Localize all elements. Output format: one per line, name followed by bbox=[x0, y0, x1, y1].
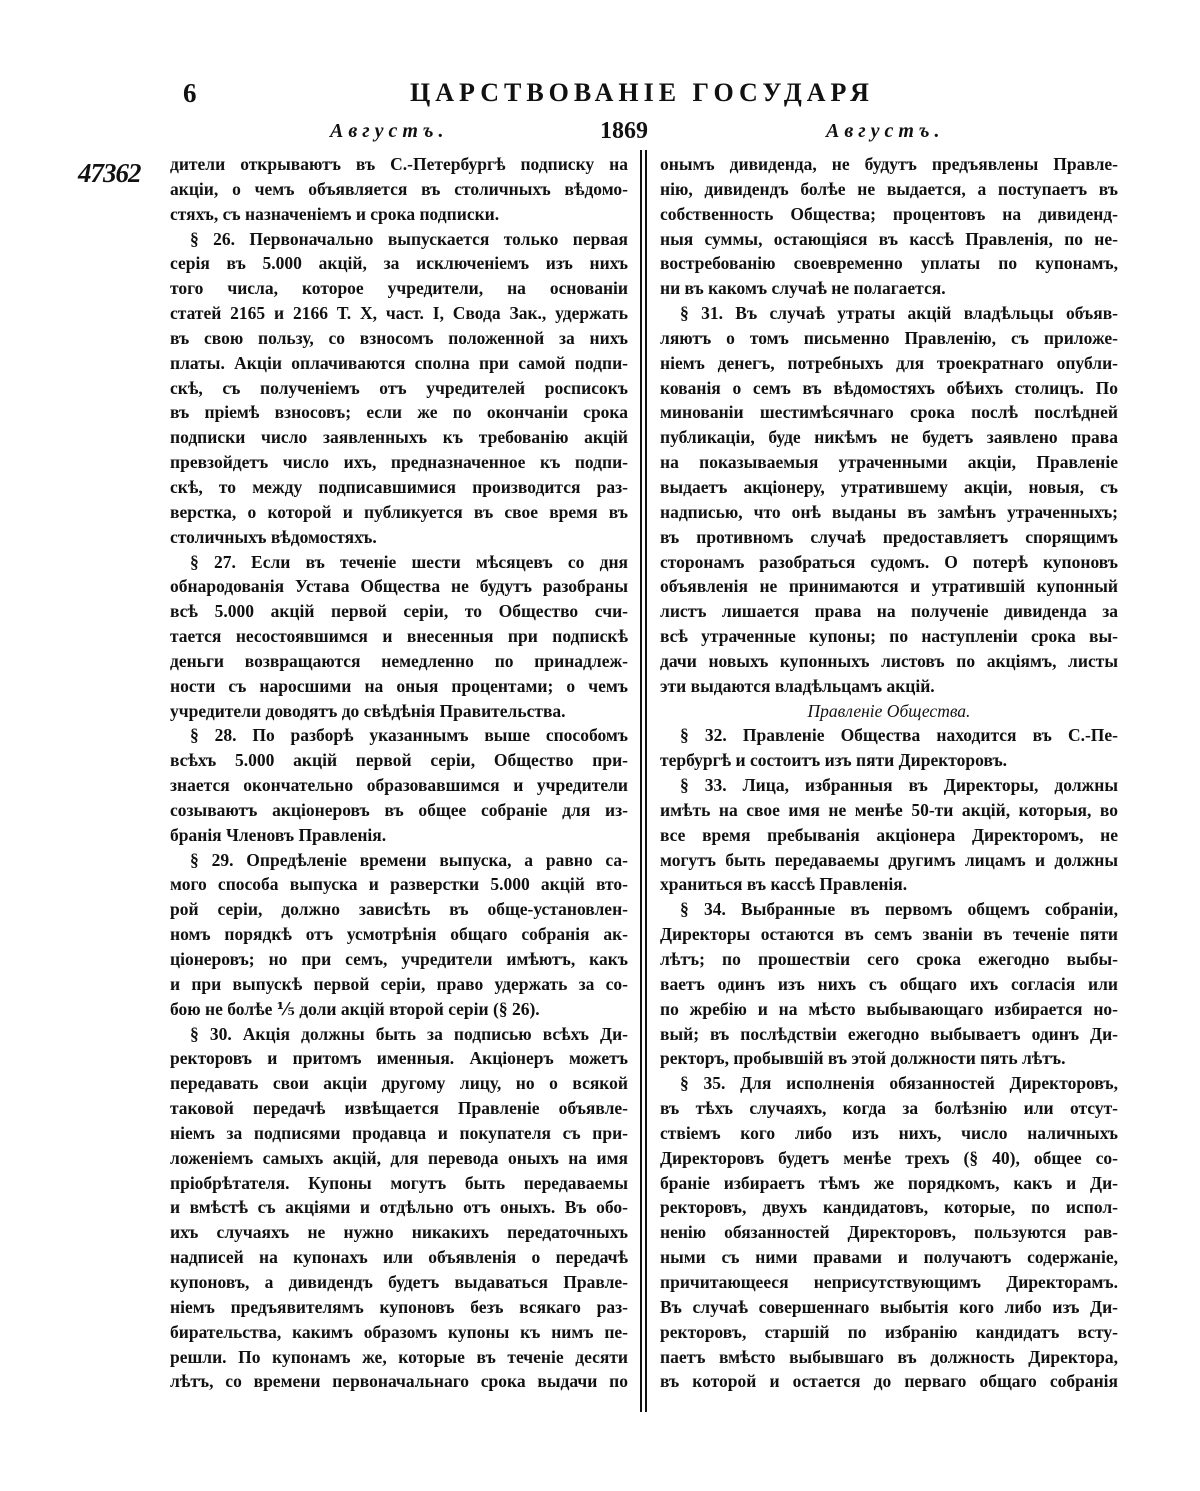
text-line: § 35. Для исполненія обязанностей Директоровъ, bbox=[680, 1073, 1118, 1094]
paragraph bbox=[170, 550, 628, 724]
paragraph bbox=[170, 227, 628, 550]
paragraph bbox=[660, 723, 1118, 773]
text-line: обнародованія Устава Общества не будутъ разобраны bbox=[170, 576, 628, 597]
text-line: Директоры остаются въ семъ званіи въ теченіе пяти bbox=[660, 924, 1118, 945]
text-line: скѣ, съ полученіемъ отъ учредителей росписокъ bbox=[170, 377, 628, 398]
text-line: ректоровъ, двухъ кандидатовъ, которые, по испол- bbox=[660, 1197, 1118, 1218]
text-line: листъ лишается права на полученіе дивиденда за bbox=[660, 601, 1118, 622]
text-line: подписки число заявленныхъ къ требованію акцій bbox=[170, 427, 628, 448]
text-line: причитающееся неприсутствующимъ Директорамъ. bbox=[660, 1271, 1118, 1292]
text-line: Правленіе Общества. bbox=[807, 700, 971, 721]
text-line: всѣ утраченные купоны; по наступленіи срока вы- bbox=[660, 626, 1118, 647]
text-line: минованіи шестимѣсячнаго срока послѣ послѣдней bbox=[660, 402, 1118, 423]
text-line: тербургѣ и состоитъ изъ пяти Директоровъ. bbox=[660, 750, 1008, 771]
text-line: купоновъ, а дивидендъ будетъ выдаваться Правле- bbox=[170, 1271, 628, 1292]
text-line: Въ случаѣ совершеннаго выбытія кого либо изъ Ди- bbox=[660, 1296, 1118, 1317]
text-line: всѣ 5.000 акцій первой серіи, то Общество счи- bbox=[170, 601, 628, 622]
text-line: на показываемыя утраченными акціи, Правленіе bbox=[660, 452, 1118, 473]
text-line: ректоровъ, старшій по избранію кандидатъ всту- bbox=[660, 1321, 1118, 1342]
text-line: статей 2165 и 2166 Т. X, част. I, Свода Зак., удержать bbox=[170, 303, 628, 324]
text-line: ихъ случаяхъ не нужно никакихъ передаточныхъ bbox=[170, 1222, 628, 1243]
left-column bbox=[170, 152, 628, 1394]
text-line: ни въ какомъ случаѣ не полагается. bbox=[660, 278, 946, 299]
text-line: вый; въ послѣдствіи ежегодно выбываетъ одинъ Ди- bbox=[660, 1023, 1118, 1044]
text-line: § 27. Если въ теченіе шести мѣсяцевъ со дня bbox=[190, 551, 628, 572]
text-line: § 26. Первоначально выпускается только первая bbox=[190, 228, 628, 249]
text-line: бирательства, какимъ образомъ купоны къ нимъ пе- bbox=[170, 1321, 628, 1342]
text-line: рой серіи, должно зависѣть въ обще-установлен- bbox=[170, 899, 628, 920]
paragraph bbox=[170, 723, 628, 847]
text-line: ніемъ денегъ, потребныхъ для троекратнаго опубли- bbox=[660, 352, 1118, 373]
text-line: ректоровъ и притомъ именныя. Акціонеръ можетъ bbox=[170, 1048, 628, 1069]
text-line: бранія Членовъ Правленія. bbox=[170, 824, 387, 845]
text-line: лѣтъ, со времени первоначальнаго срока выдачи по bbox=[170, 1371, 628, 1392]
right-column bbox=[660, 152, 1118, 1394]
text-line: решли. По купонамъ же, которые въ теченіе десяти bbox=[170, 1346, 628, 1367]
text-line: § 32. Правленіе Общества находится въ С.-Пе- bbox=[680, 725, 1118, 746]
text-line: храниться въ кассѣ Правленія. bbox=[660, 874, 908, 895]
text-line: ненію обязанностей Директоровъ, пользуются рав- bbox=[660, 1222, 1118, 1243]
paragraph bbox=[660, 773, 1118, 897]
text-line: передавать свои акціи другому лицу, но о всякой bbox=[170, 1073, 628, 1094]
text-line: имѣть на свое имя не менѣе 50-ти акцій, которыя, во bbox=[660, 799, 1118, 820]
text-line: того числа, которое учредители, на основаніи bbox=[170, 278, 628, 299]
text-line: ніемъ за подписями продавца и покупателя съ при- bbox=[170, 1122, 628, 1143]
text-line: востребованію своевременно уплаты по купонамъ, bbox=[660, 253, 1118, 274]
text-line: публикаціи, буде никѣмъ не будетъ заявлено права bbox=[660, 427, 1118, 448]
text-line: по жребію и на мѣсто выбывающаго избирается но- bbox=[660, 998, 1118, 1019]
text-line: пріобрѣтателя. Купоны могутъ быть передаваемы bbox=[170, 1172, 628, 1193]
text-line: ляютъ о томъ письменно Правленію, съ приложе- bbox=[660, 327, 1118, 348]
text-line: ными съ ними правами и получаютъ содержаніе, bbox=[660, 1247, 1118, 1268]
text-line: въ пріемѣ взносовъ; если же по окончаніи срока bbox=[170, 402, 628, 423]
text-line: акціи, о чемъ объявляется въ столичныхъ вѣдомо- bbox=[170, 178, 628, 199]
text-line: ваетъ одинъ изъ нихъ съ общаго ихъ согласія или bbox=[660, 973, 1118, 994]
text-line: платы. Акціи оплачиваются сполна при самой подпи- bbox=[170, 352, 628, 373]
text-line: таковой передачѣ извѣщается Правленіе объявле- bbox=[170, 1098, 628, 1119]
text-line: въ противномъ случаѣ предоставляетъ спорящимъ bbox=[660, 526, 1118, 547]
text-line: онымъ дивиденда, не будутъ предъявлены Правле- bbox=[660, 154, 1118, 174]
text-line: выдаетъ акціонеру, утратившему акціи, новыя, съ bbox=[660, 476, 1118, 497]
text-line: кованія о семъ въ вѣдомостяхъ обѣихъ столицъ. По bbox=[660, 377, 1118, 398]
month-left: Августъ. bbox=[330, 120, 449, 142]
text-line: нію, дивидендъ болѣе не выдается, а поступаетъ въ bbox=[660, 178, 1118, 199]
text-line: надписей на купонахъ или объявленія о передачѣ bbox=[170, 1247, 628, 1268]
column-divider bbox=[640, 150, 642, 1412]
text-line: сторонамъ разобраться судомъ. О потерѣ купоновъ bbox=[660, 551, 1118, 572]
text-line: Директоровъ будетъ менѣе трехъ (§ 40), общее со- bbox=[660, 1147, 1118, 1168]
text-line: созываютъ акціонеровъ въ общее собраніе для из- bbox=[170, 799, 628, 820]
text-line: эти выдаются владѣльцамъ акцій. bbox=[660, 675, 935, 696]
text-line: бою не болѣе ⅕ доли акцій второй серіи (§ 26). bbox=[170, 998, 540, 1019]
running-title: ЦАРСТВОВАНІЕ ГОСУДАРЯ bbox=[410, 78, 874, 107]
text-line: ныя суммы, остающіяся въ кассѣ Правленія, по не- bbox=[660, 228, 1118, 249]
text-line: браніе избираетъ тѣмъ же порядкомъ, какъ и Ди- bbox=[660, 1172, 1118, 1193]
text-line: § 34. Выбранные въ первомъ общемъ собраніи, bbox=[680, 899, 1118, 920]
text-line: дители открываютъ въ С.-Петербургѣ подписку на bbox=[170, 154, 628, 174]
text-line: номъ порядкѣ отъ усмотрѣнія общаго собранія ак- bbox=[170, 924, 628, 945]
text-line: и вмѣстѣ съ акціями и отдѣльно отъ оныхъ. Въ обо- bbox=[170, 1197, 628, 1218]
text-line: § 31. Въ случаѣ утраты акцій владѣльцы объяв- bbox=[680, 303, 1118, 324]
text-line: надписью, что онѣ выданы въ замѣнъ утраченныхъ; bbox=[660, 501, 1118, 522]
text-line: въ свою пользу, со взносомъ положенной за нихъ bbox=[170, 327, 628, 348]
law-number: 47362 bbox=[78, 158, 141, 188]
paragraph bbox=[660, 897, 1118, 1071]
paragraph bbox=[660, 1071, 1118, 1394]
paragraph bbox=[170, 848, 628, 1022]
text-line: дачи новыхъ купонныхъ листовъ по акціямъ, листы bbox=[660, 650, 1118, 671]
month-right: Августъ. bbox=[826, 120, 945, 142]
text-line: тается несостоявшимся и внесенныя при подпискѣ bbox=[170, 626, 628, 647]
text-line: ствіемъ кого либо изъ нихъ, число наличныхъ bbox=[660, 1122, 1118, 1143]
text-line: ложеніемъ самыхъ акцій, для перевода оныхъ на имя bbox=[170, 1147, 628, 1168]
text-line: ціонеровъ; но при семъ, учредители имѣютъ, какъ bbox=[170, 949, 628, 969]
text-line: объявленія не принимаются и утратившій купонный bbox=[660, 576, 1118, 597]
text-line: мого способа выпуска и разверстки 5.000 акцій вто- bbox=[170, 874, 628, 895]
text-line: все время пребыванія акціонера Директоромъ, не bbox=[660, 824, 1118, 845]
text-line: лѣтъ; по прошествіи сего срока ежегодно выбы- bbox=[660, 949, 1118, 969]
text-line: и при выпускѣ первой серіи, право удержать за со- bbox=[170, 973, 628, 994]
text-line: знается окончательно образовавшимся и учредители bbox=[170, 775, 628, 796]
text-line: § 29. Опредѣленіе времени выпуска, а равно са- bbox=[190, 849, 628, 870]
text-line: § 30. Акція должны быть за подписью всѣхъ Ди- bbox=[190, 1023, 628, 1044]
page-number: 6 bbox=[183, 78, 197, 108]
text-line: скѣ, то между подписавшимися производится раз- bbox=[170, 476, 628, 497]
text-line: собственность Общества; процентовъ на дивиденд- bbox=[660, 203, 1118, 224]
paragraph bbox=[170, 1022, 628, 1395]
text-line: всѣхъ 5.000 акцій первой серіи, Общество при- bbox=[170, 750, 628, 771]
text-line: ности съ наросшими на оныя процентами; о чемъ bbox=[170, 675, 628, 696]
column-divider bbox=[645, 150, 647, 1412]
text-line: превзойдетъ число ихъ, предназначенное къ подпи- bbox=[170, 452, 628, 473]
text-line: стяхъ, съ назначеніемъ и срока подписки. bbox=[170, 203, 500, 224]
paragraph bbox=[660, 152, 1118, 301]
text-line: столичныхъ вѣдомостяхъ. bbox=[170, 526, 377, 547]
text-line: учредители доводятъ до свѣдѣнія Правительства. bbox=[170, 700, 566, 721]
section-heading bbox=[660, 699, 1118, 724]
text-line: § 33. Лица, избранныя въ Директоры, должны bbox=[680, 775, 1118, 796]
text-line: верстка, о которой и публикуется въ свое время въ bbox=[170, 501, 628, 522]
text-line: паетъ вмѣсто выбывшаго въ должность Директора, bbox=[660, 1346, 1118, 1367]
paragraph bbox=[660, 301, 1118, 699]
text-line: деньги возвращаются немедленно по принадлеж- bbox=[170, 650, 628, 671]
text-line: § 28. По разборѣ указаннымъ выше способомъ bbox=[190, 725, 628, 746]
text-line: ректоръ, пробывшій въ этой должности пять лѣтъ. bbox=[660, 1048, 1066, 1069]
text-line: въ которой и остается до перваго общаго собранія bbox=[660, 1371, 1118, 1392]
paragraph bbox=[170, 152, 628, 227]
year: 1869 bbox=[600, 118, 648, 144]
text-line: ніемъ предъявителямъ купоновъ безъ всякаго раз- bbox=[170, 1296, 628, 1317]
text-line: могутъ быть передаваемы другимъ лицамъ и должны bbox=[660, 849, 1118, 870]
text-line: въ тѣхъ случаяхъ, когда за болѣзнію или отсут- bbox=[660, 1098, 1118, 1119]
text-line: серія въ 5.000 акцій, за исключеніемъ изъ нихъ bbox=[170, 253, 628, 274]
